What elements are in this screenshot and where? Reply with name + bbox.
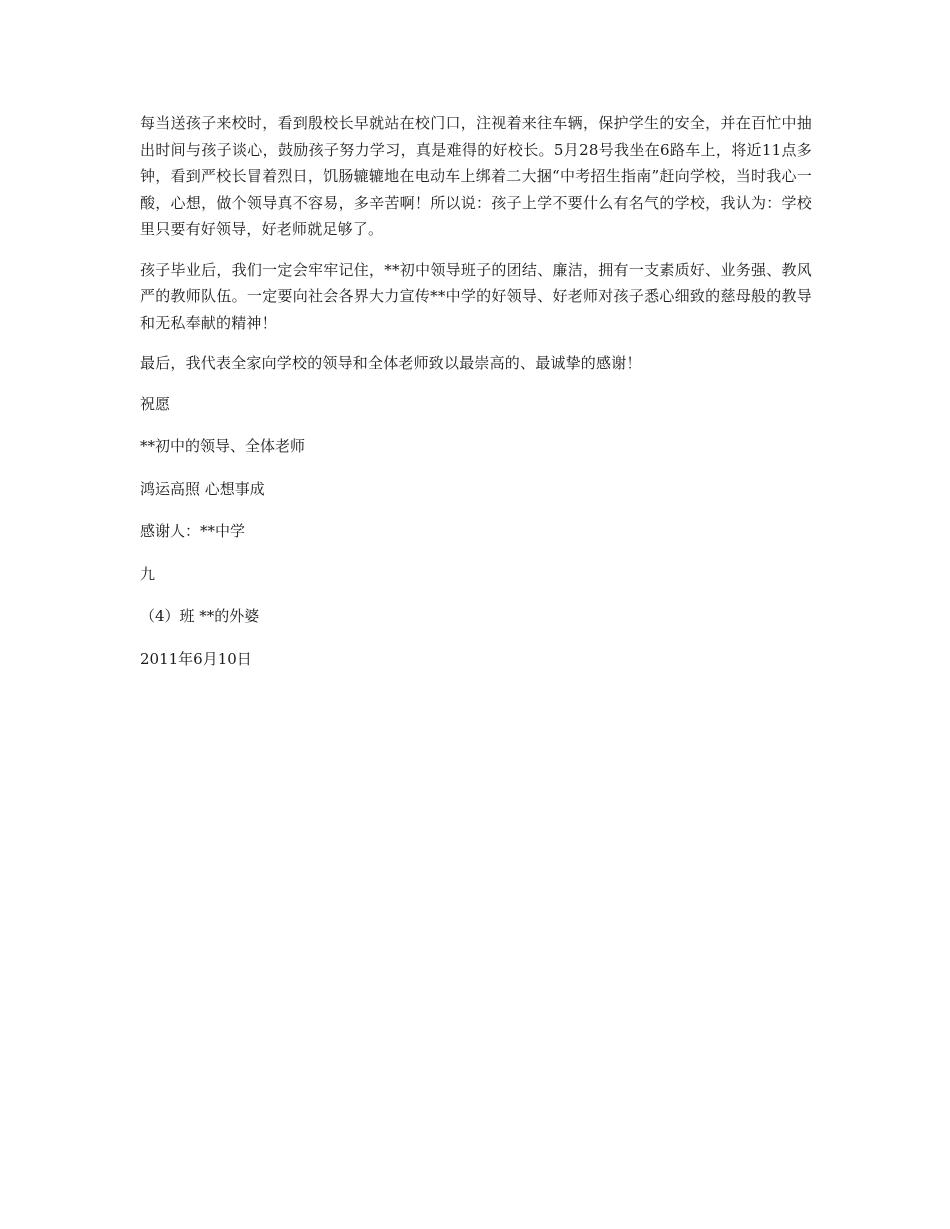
closing-wish: 祝愿 bbox=[140, 394, 171, 413]
closing-grade: 九 bbox=[140, 564, 156, 583]
paragraph-final-thanks: 最后，我代表全家向学校的领导和全体老师致以最崇高的、最诚挚的感谢！ bbox=[140, 354, 642, 372]
paragraph-graduation-promise: 孩子毕业后，我们一定会牢牢记住，**初中领导班子的团结、廉洁，拥有一支素质好、业务强、教风严的教师队伍。一定要向社会各界大力宣传**中学的好领导、好老师对孩子悉心细致的慈母般的教导和无私奉献的精神！ bbox=[140, 260, 812, 332]
closing-recipient: **初中的领导、全体老师 bbox=[140, 437, 306, 455]
letter-body bbox=[140, 110, 812, 688]
paragraph-principal-praise: 每当送孩子来校时，看到殷校长早就站在校门口，注视着来往车辆，保护学生的安全，并在百忙中抽出时间与孩子谈心，鼓励孩子努力学习，真是难得的好校长。5月28号我坐在6路车上，将近11点多钟，看到严校长冒着烈日，饥肠辘辘地在电动车上绑着二大捆“中考招生指南”赶向学校，当时我心一酸，心想，做个领导真不容易，多辛苦啊！所以说：孩子上学不要什么有名气的学校，我认为：学校里只要有好领导，好老师就足够了。 bbox=[140, 114, 812, 238]
closing-signer: 感谢人：**中学 bbox=[140, 522, 246, 540]
closing-class-line: （4）班 **的外婆 bbox=[140, 607, 260, 625]
closing-date: 2011年6月10日 bbox=[140, 649, 252, 668]
closing-blessing: 鸿运高照 心想事成 bbox=[140, 479, 265, 498]
